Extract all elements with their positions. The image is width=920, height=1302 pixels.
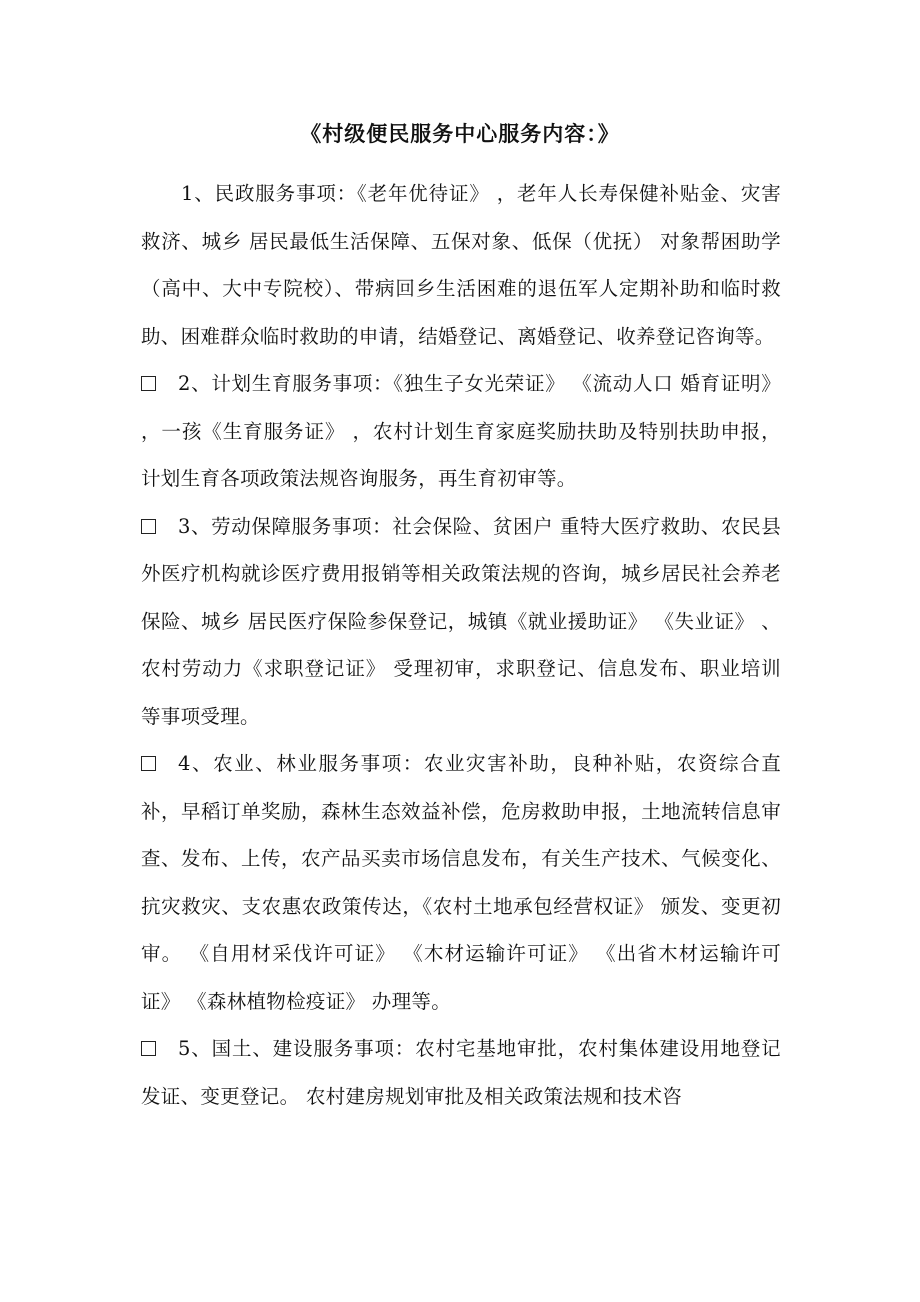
paragraph-text: 4、农业、林业服务事项：农业灾害补助，良种补贴，农资综合直补，早稻订单奖励，森林生态效益补偿，危房救助申报，土地流转信息审查、发布、上传，农产品买卖市场信息发布，有关生产技术、气候变化、抗灾救灾、支农惠农政策传达，《农村土地承包经营权证》 颁发、变更初审。 《自用材采伐许可证》 《木材运输许可证》 《出省木材运输许可证》 《森林植物检疫证》 办理等。 bbox=[141, 752, 781, 1013]
checkbox-icon bbox=[141, 756, 156, 771]
checkbox-icon bbox=[141, 519, 156, 534]
paragraph-text: 5、国土、建设服务事项：农村宅基地审批，农村集体建设用地登记发证、变更登记。 农村建房规划审批及相关政策法规和技术咨 bbox=[141, 1037, 781, 1108]
paragraph-family-planning bbox=[141, 360, 781, 503]
paragraph-text: 3、劳动保障服务事项：社会保险、贫困户 重特大医疗救助、农民县外医疗机构就诊医疗费用报销等相关政策法规的咨询，城乡居民社会养老保险、城乡 居民医疗保险参保登记，城镇《就业援助证》 《失业证》 、农村劳动力《求职登记证》 受理初审，求职登记、信息发布、职业培训等事项受理。 bbox=[141, 514, 781, 728]
paragraph-labor-security bbox=[141, 503, 781, 741]
paragraph-text: 1、民政服务事项：《老年优待证》 ，老年人长寿保健补贴金、灾害救济、城乡 居民最低生活保障、五保对象、低保（优抚） 对象帮困助学（高中、大中专院校）、带病回乡生活困难的退伍军人定期补助和临时救助、困难群众临时救助的申请，结婚登记、离婚登记、收养登记咨询等。 bbox=[141, 182, 781, 348]
checkbox-icon bbox=[141, 1041, 156, 1056]
paragraph-text: 2、计划生育服务事项：《独生子女光荣证》 《流动人口 婚育证明》 ，一孩《生育服务证》 ，农村计划生育家庭奖励扶助及特别扶助申报，计划生育各项政策法规咨询服务，再生育初审等。 bbox=[141, 372, 781, 490]
paragraph-agriculture-forestry bbox=[141, 740, 781, 1025]
paragraph-civil-affairs bbox=[141, 170, 781, 360]
document-body bbox=[141, 170, 781, 1120]
checkbox-icon bbox=[141, 376, 156, 391]
paragraph-land-construction bbox=[141, 1025, 781, 1120]
document-title: 《村级便民服务中心服务内容：》 bbox=[300, 121, 620, 146]
